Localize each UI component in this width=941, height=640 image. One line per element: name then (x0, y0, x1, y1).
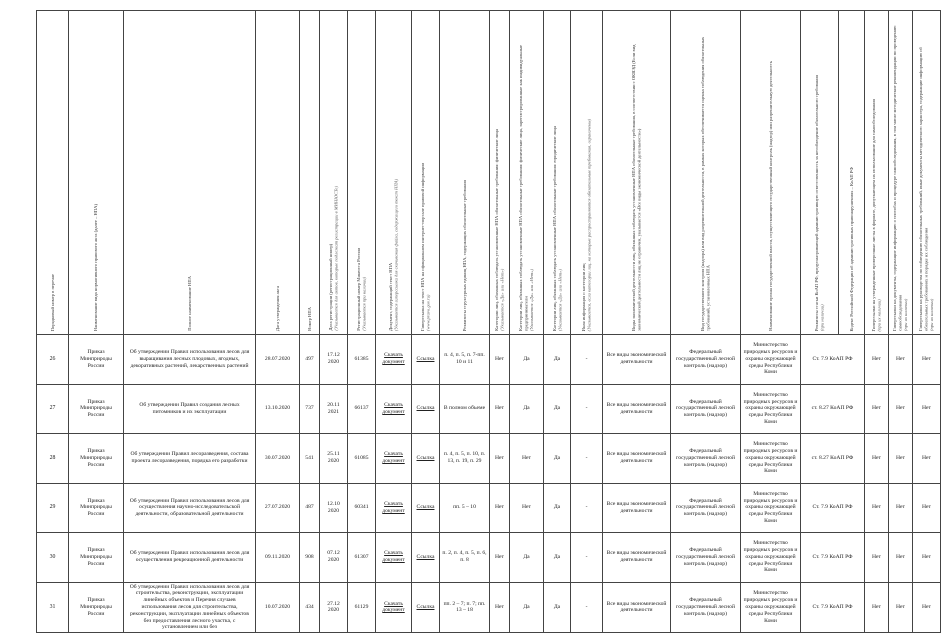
act-number: 434 (300, 582, 320, 633)
economic-activity: Все виды экономической деятельности (603, 434, 671, 484)
legal-entities-flag: Да (544, 533, 571, 583)
authority-name: Министерство природных ресурсов и охраны окружающей среды Республики Коми (741, 434, 801, 484)
registration-date: 07.12 2020 (320, 533, 348, 583)
column-header-text (49, 271, 57, 334)
column-header-text (699, 18, 712, 334)
download-document-link[interactable]: Скачать документ (376, 335, 412, 385)
column-header-text (767, 58, 775, 334)
table-row (37, 582, 941, 633)
control-type: Федеральный государственный лесной контроль (надзор) (671, 483, 741, 533)
control-type: Федеральный государственный лесной контроль (надзор) (671, 335, 741, 385)
entrepreneurs-flag: Нет (510, 483, 544, 533)
column-header (69, 11, 124, 335)
column-header (671, 11, 741, 335)
column-header-label: Дата утверждения акта (274, 285, 280, 331)
portal-link[interactable]: Ссылка (412, 533, 440, 583)
requirements-table (36, 10, 941, 633)
entrepreneurs-flag: Да (510, 533, 544, 583)
column-header-label: Кодекс Российской Федерации об административных правонарушениях – КоАП РФ (848, 166, 854, 331)
column-header-label: Категории лиц, обязанных соблюдать установленные НПА обязательные требования: физические лица (494, 129, 499, 331)
table-row (37, 384, 941, 434)
act-title: Об утверждении Правил использования лесов для выращивания лесных плодовых, ягодных, декоративных растений, лекарственных растений (124, 335, 256, 385)
act-kind: Приказ Минприроды России (69, 384, 124, 434)
act-date: 28.07.2020 (256, 335, 300, 385)
legal-entities-flag: Да (544, 483, 571, 533)
column-header-label: Полное наименование НПА (186, 276, 192, 331)
column-header (603, 11, 671, 335)
column-header (412, 11, 440, 335)
guidance-link: Нет (913, 483, 941, 533)
column-header-text (419, 160, 432, 334)
column-header-label: Гиперссылка на текст НПА на официальном интернет-портале правовой информации (420, 162, 425, 331)
column-header-label: Гиперссылки на утвержденные проверочные листы в формате, допускающем их использование для самообследования (871, 98, 876, 331)
structural-units: п. 4, п. 5, п. 7-пп. 10 и 11 (440, 335, 490, 385)
download-document-link[interactable]: Скачать документ (376, 582, 412, 633)
table-row (37, 533, 941, 583)
table-row (37, 335, 941, 385)
koap-article: Ст. 7.9 КоАП РФ (801, 533, 865, 583)
column-header-label: Порядковый номер в перечне (49, 273, 55, 331)
other-persons-info: - (571, 533, 603, 583)
registration-date: 12.10 2020 (320, 483, 348, 533)
structural-units: п. 4, п. 5, п. 10, п. 13, п. 19, п. 29 (440, 434, 490, 484)
column-header-label: Наименование органа государственной власти, осуществляющего государственный контроль (надзор) или разрешительную деятельность (767, 61, 773, 331)
row-number: 27 (37, 384, 69, 434)
column-header (913, 11, 941, 335)
act-kind: Приказ Минприроды России (69, 582, 124, 633)
structural-units: пп. 5 – 10 (440, 483, 490, 533)
registration-number: 61385 (348, 335, 376, 385)
individuals-flag: Нет (490, 384, 510, 434)
table-row (37, 483, 941, 533)
column-header-label: Номер НПА (306, 307, 312, 331)
individuals-flag: Нет (490, 335, 510, 385)
column-header-text (870, 96, 883, 334)
column-header-text (461, 177, 469, 334)
row-number: 30 (37, 533, 69, 583)
column-header-text (274, 283, 282, 334)
self-assessment-link: Нет (889, 335, 913, 385)
portal-link[interactable]: Ссылка (412, 384, 440, 434)
column-header-label: Документ, содержащий текст НПА (388, 262, 393, 331)
checklists-link: Нет (865, 582, 889, 633)
row-number: 28 (37, 434, 69, 484)
act-kind: Приказ Минприроды России (69, 434, 124, 484)
column-header-note: (при их наличии) (903, 298, 909, 331)
column-header-label: Регистрационный номер Минюста России (356, 248, 361, 331)
economic-activity: Все виды экономической деятельности (603, 483, 671, 533)
column-header-text (848, 164, 856, 334)
column-header (741, 11, 801, 335)
entrepreneurs-flag: Да (510, 384, 544, 434)
authority-name: Министерство природных ресурсов и охраны окружающей среды Республики Коми (741, 335, 801, 385)
document-page (36, 10, 935, 632)
act-date: 30.07.2020 (256, 434, 300, 484)
download-document-link[interactable]: Скачать документ (376, 384, 412, 434)
checklists-link: Нет (865, 483, 889, 533)
act-kind: Приказ Минприроды России (69, 335, 124, 385)
column-header (839, 11, 865, 335)
guidance-link: Нет (913, 533, 941, 583)
column-header-note: (Указывается «Да» или «Нет») (499, 268, 505, 331)
column-header (256, 11, 300, 335)
individuals-flag: Нет (490, 434, 510, 484)
column-header (348, 11, 376, 335)
structural-units: пп. 2 – 7; п. 7; пп. 13 – 18 (440, 582, 490, 633)
column-header-text (551, 123, 564, 334)
individuals-flag: Нет (490, 483, 510, 533)
column-header-label: Наименование вида нормативного правового акта (далее – НПА) (93, 203, 99, 331)
portal-link[interactable]: Ссылка (412, 434, 440, 484)
checklists-link: Нет (865, 434, 889, 484)
act-title: Об утверждении Правил использования лесов для строительства, реконструкции, эксплуатации линейных объектов и Перечня случаев использования лесов для строительства, реконструкции, эксплуатации линейных объектов без предоставления лесного участка, с установлением или без (124, 582, 256, 633)
registration-date: 20.11 2021 (320, 384, 348, 434)
act-kind: Приказ Минприроды России (69, 483, 124, 533)
registration-date: 27.12 2020 (320, 582, 348, 633)
other-persons-info: - (571, 483, 603, 533)
other-persons-info: - (571, 384, 603, 434)
act-number: 541 (300, 434, 320, 484)
row-number: 29 (37, 483, 69, 533)
other-persons-info: - (571, 434, 603, 484)
act-date: 09.11.2020 (256, 533, 300, 583)
column-header-label: Гиперссылки на документы, содержащие информацию о способах и процедуре самообследования, в том числе методические рекомендации по проведению самообследования (892, 25, 903, 331)
checklists-link: Нет (865, 384, 889, 434)
entrepreneurs-flag: Нет (510, 434, 544, 484)
header-row (37, 11, 941, 335)
column-header (376, 11, 412, 335)
column-header-text (186, 273, 194, 334)
column-header-text (327, 183, 340, 334)
registration-date: 25.11 2020 (320, 434, 348, 484)
portal-link[interactable]: Ссылка (412, 483, 440, 533)
self-assessment-link: Нет (889, 582, 913, 633)
checklists-link: Нет (865, 533, 889, 583)
koap-article: ст. 8.27 КоАП РФ (801, 434, 865, 484)
authority-name: Министерство природных ресурсов и охраны окружающей среды Республики Коми (741, 533, 801, 583)
guidance-link: Нет (913, 434, 941, 484)
authority-name: Министерство природных ресурсов и охраны окружающей среды Республики Коми (741, 384, 801, 434)
legal-entities-flag: Да (544, 434, 571, 484)
column-header-label: Виды экономической деятельности лиц, обязанных соблюдать установленные НПА обязательные требования, в соответствии с ОКВЭД (Если вид экономической деятельности лиц не ограничен, указывается «Все виды экономической деятельности») (631, 44, 642, 331)
control-type: Федеральный государственный лесной контроль (надзор) (671, 434, 741, 484)
column-header (571, 11, 603, 335)
column-header-label: Дата регистрации (регистрационный номер) (328, 244, 333, 331)
column-header (490, 11, 510, 335)
column-header-text (306, 304, 314, 334)
act-number: 908 (300, 533, 320, 583)
column-header-note: (Указывается гиперссылка для скачивания файла, содержащего текст НПА) (393, 179, 399, 331)
column-header-text (630, 18, 643, 334)
individuals-flag: Нет (490, 533, 510, 583)
column-header-text (387, 176, 400, 334)
koap-article: Ст. 7.9 КоАП РФ (801, 335, 865, 385)
column-header (865, 11, 889, 335)
registration-number: 61085 (348, 434, 376, 484)
column-header-text (92, 201, 100, 334)
koap-article: Ст. 7.9 КоАП РФ (801, 582, 865, 633)
column-header-note: (Указывается для актов, которые подлежат регистрации в МИНЮСТе) (333, 186, 339, 331)
column-header-label: Категории лиц, обязанных соблюдать установленные НПА обязательные требования: физические лица, зарегистрированные как индивидуальные предприниматели (518, 45, 529, 331)
other-persons-info: - (571, 335, 603, 385)
column-header-label: Категории лиц, обязанных соблюдать установленные НПА обязательные требования: юридические лица (551, 125, 557, 331)
column-header (124, 11, 256, 335)
act-number: 737 (300, 384, 320, 434)
act-date: 10.07.2020 (256, 582, 300, 633)
act-date: 13.10.2020 (256, 384, 300, 434)
column-header-text (917, 18, 936, 334)
column-header-text (813, 72, 826, 334)
column-header-label: Гиперссылки на руководства по соблюдению обязательных требований, иные документы методического характера, содержащие информацию об обязательных требованиях и порядке их соблюдения (918, 47, 929, 331)
column-header-label: Иная информация о категории лиц (581, 263, 586, 331)
column-header-label: Реквизиты статьи КоАП РФ, предусматривающей административную ответственность за несоблюдение обязательного требования (814, 74, 819, 331)
portal-link[interactable]: Ссылка (412, 582, 440, 633)
column-header-note: (Указывается «Да» или «Нет») (557, 268, 562, 331)
registration-number: 61129 (348, 582, 376, 633)
economic-activity: Все виды экономической деятельности (603, 384, 671, 434)
structural-units: п. 2, п. 4, п. 5, п. 6, п. 8 (440, 533, 490, 583)
self-assessment-link: Нет (889, 434, 913, 484)
individuals-flag: Нет (490, 582, 510, 633)
row-number: 26 (37, 335, 69, 385)
column-header-note: (Указывается, если категории лиц, на которые распространяются обязательные требования, ограничены) (586, 118, 592, 331)
column-header (510, 11, 544, 335)
control-type: Федеральный государственный лесной контроль (надзор) (671, 384, 741, 434)
portal-link[interactable]: Ссылка (412, 335, 440, 385)
economic-activity: Все виды экономической деятельности (603, 335, 671, 385)
column-header (889, 11, 913, 335)
economic-activity: Все виды экономической деятельности (603, 582, 671, 633)
column-header-note: (при наличии) (819, 304, 825, 331)
registration-date: 17.12 2020 (320, 335, 348, 385)
column-header-note: (при их наличии) (876, 298, 882, 331)
act-number: 487 (300, 483, 320, 533)
table-body (37, 335, 941, 633)
column-header (544, 11, 571, 335)
self-assessment-link: Нет (889, 384, 913, 434)
column-header-label: Реквизиты структурных единиц НПА, содержащих обязательные требования (461, 179, 467, 331)
legal-entities-flag: Да (544, 582, 571, 633)
column-header-note: (Указывается «Да» или «Нет») (529, 268, 535, 331)
download-document-link[interactable]: Скачать документ (376, 483, 412, 533)
row-number: 31 (37, 582, 69, 633)
registration-number: 66137 (348, 384, 376, 434)
guidance-link: Нет (913, 335, 941, 385)
economic-activity: Все виды экономической деятельности (603, 533, 671, 583)
download-document-link[interactable]: Скачать документ (376, 533, 412, 583)
column-header-text (891, 18, 910, 334)
guidance-link: Нет (913, 384, 941, 434)
act-title: Об утверждении Правил создания лесных питомников и их эксплуатации (124, 384, 256, 434)
self-assessment-link: Нет (889, 483, 913, 533)
control-type: Федеральный государственный лесной контроль (надзор) (671, 582, 741, 633)
koap-article: Ст. 7.9 КоАП РФ (801, 483, 865, 533)
column-header (320, 11, 348, 335)
entrepreneurs-flag: Да (510, 582, 544, 633)
control-type: Федеральный государственный лесной контроль (надзор) (671, 533, 741, 583)
column-header-text (580, 116, 593, 334)
column-header-note: (Указывается при наличии) (361, 277, 367, 331)
act-title: Об утверждении Правил использования лесов для осуществления рекреационной деятельности (124, 533, 256, 583)
legal-entities-flag: Да (544, 384, 571, 434)
column-header (440, 11, 490, 335)
column-header-note: (www.pravo.gov.ru) (425, 294, 431, 331)
authority-name: Министерство природных ресурсов и охраны окружающей среды Республики Коми (741, 483, 801, 533)
column-header (300, 11, 320, 335)
act-title: Об утверждении Правил использования лесов для осуществления научно-исследовательской деятельности, образовательной деятельности (124, 483, 256, 533)
act-number: 497 (300, 335, 320, 385)
column-header (37, 11, 69, 335)
table-row (37, 434, 941, 484)
other-persons-info: - (571, 582, 603, 633)
checklists-link: Нет (865, 335, 889, 385)
column-header-note: (при их наличии) (929, 298, 935, 331)
column-header-label: Вид государственного контроля (надзора) или вид разрешительной деятельности, в рамках которых обеспечивается оценка соблюдения обязательных требований, установленных НПА (700, 36, 711, 331)
koap-article: ст. 8.27 КоАП РФ (801, 384, 865, 434)
column-header-text (355, 245, 368, 334)
column-header (801, 11, 839, 335)
legal-entities-flag: Да (544, 335, 571, 385)
entrepreneurs-flag: Да (510, 335, 544, 385)
self-assessment-link: Нет (889, 533, 913, 583)
column-header-text (517, 18, 536, 334)
download-document-link[interactable]: Скачать документ (376, 434, 412, 484)
structural-units: В полном объеме (440, 384, 490, 434)
act-kind: Приказ Минприроды России (69, 533, 124, 583)
authority-name: Министерство природных ресурсов и охраны окружающей среды Республики Коми (741, 582, 801, 633)
act-title: Об утверждении Правил лесоразведения, состава проекта лесоразведения, порядка его разработки (124, 434, 256, 484)
registration-number: 61307 (348, 533, 376, 583)
act-date: 27.07.2020 (256, 483, 300, 533)
column-header-text (493, 126, 506, 334)
registration-number: 60341 (348, 483, 376, 533)
guidance-link: Нет (913, 582, 941, 633)
